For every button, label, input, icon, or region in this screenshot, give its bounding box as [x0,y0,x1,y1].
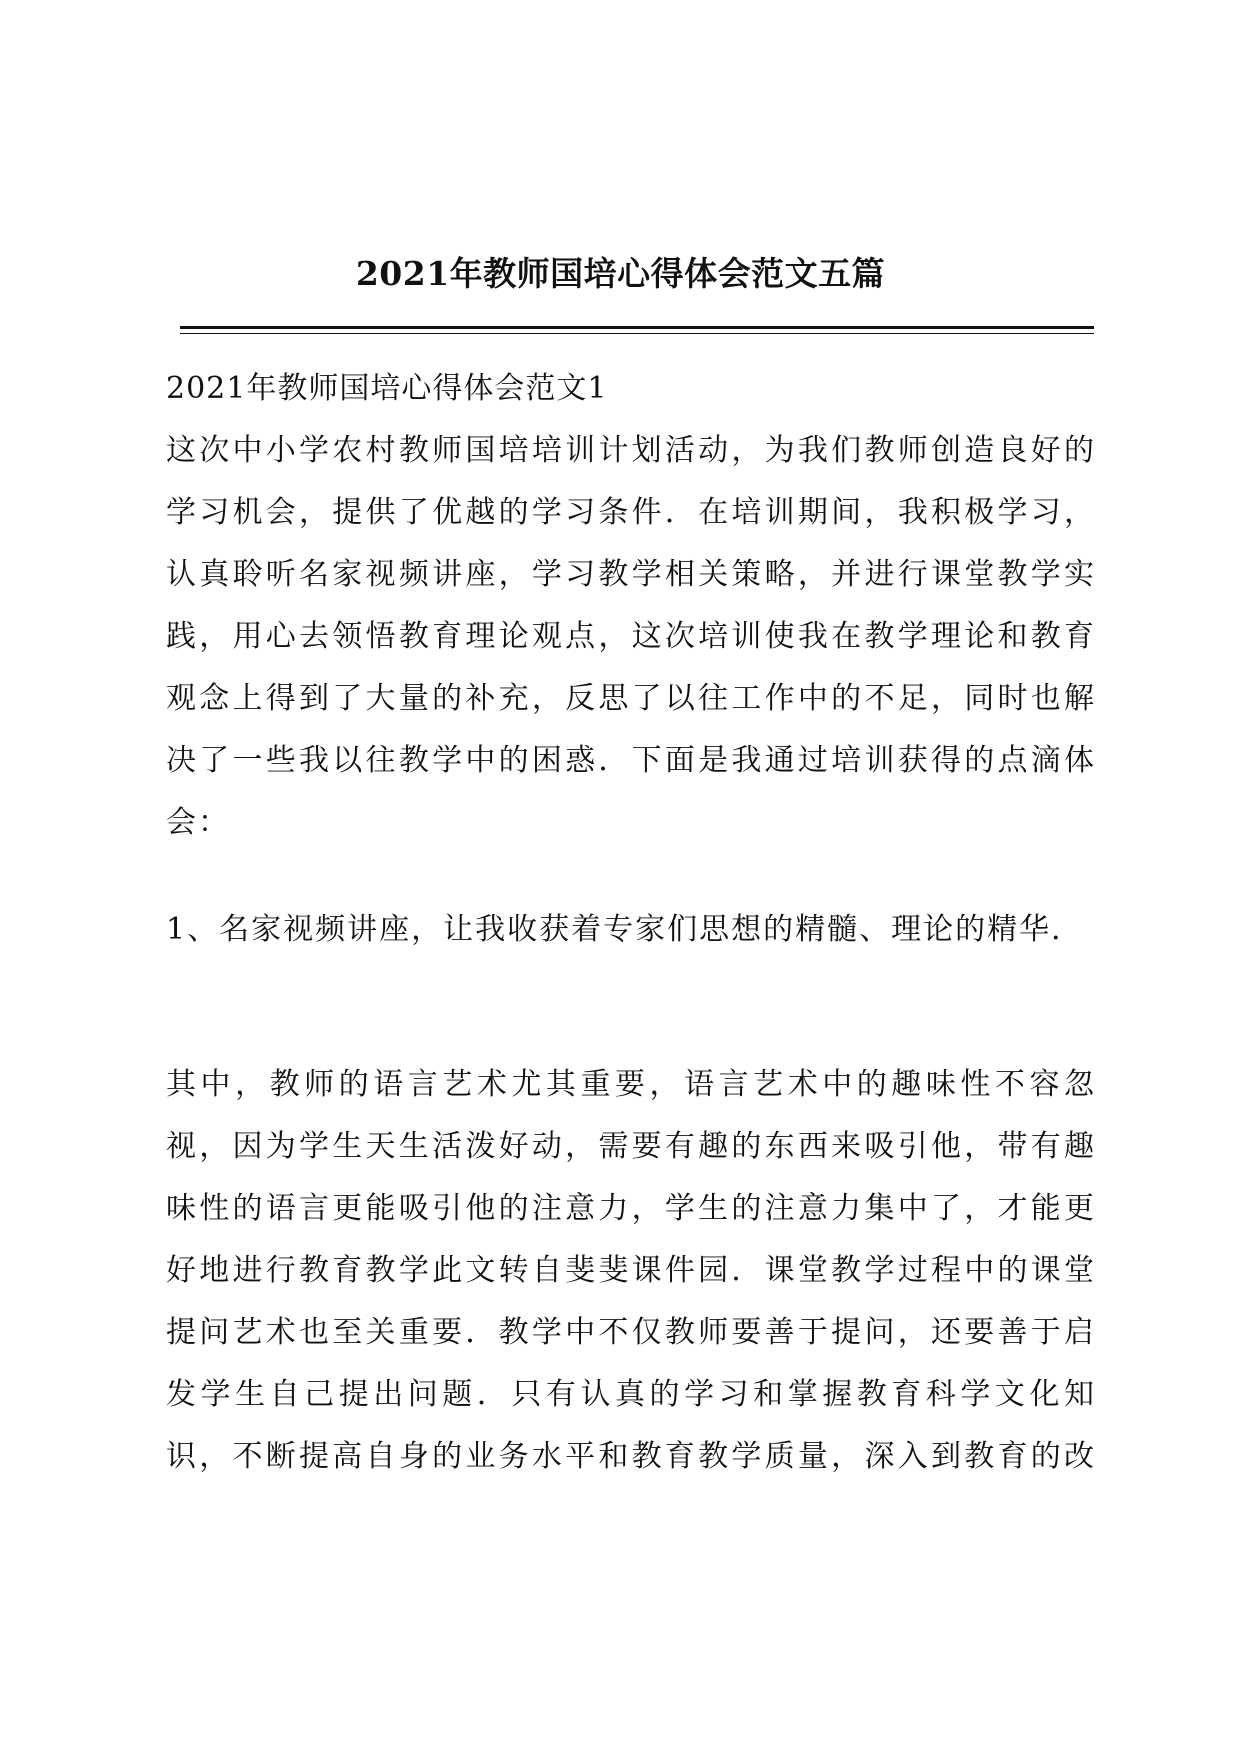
document-title: 2021年教师国培心得体会范文五篇 [355,254,886,293]
section-heading: 2021年教师国培心得体会范文1 [166,371,608,406]
paragraph-line: 这次中小学农村教师国培培训计划活动，为我们教师创造良好的 [166,433,1096,468]
paragraph-line: 其中，教师的语言艺术尤其重要，语言艺术中的趣味性不容忽 [166,1067,1096,1102]
paragraph-line: 学习机会，提供了优越的学习条件．在培训期间，我积极学习， [166,495,1096,530]
paragraph-line: 发学生自己提出问题．只有认真的学习和掌握教育科学文化知 [166,1377,1096,1412]
paragraph-line: 好地进行教育教学此文转自斐斐课件园．课堂教学过程中的课堂 [166,1253,1096,1288]
paragraph-line: 识，不断提高自身的业务水平和教育教学质量，深入到教育的改 [166,1439,1096,1474]
title-divider-thin [180,333,1094,334]
paragraph-1 [166,420,1096,854]
paragraph-line: 观念上得到了大量的补充，反思了以往工作中的不足，同时也解 [166,681,1096,716]
paragraph-line: 决了一些我以往教学中的困惑．下面是我通过培训获得的点滴体 [166,743,1096,778]
paragraph-line: 践，用心去领悟教育理论观点，这次培训使我在教学理论和教育 [166,619,1096,654]
paragraph-line: 提问艺术也至关重要．教学中不仅教师要善于提问，还要善于启 [166,1315,1096,1350]
point-1: 1、名家视频讲座，让我收获着专家们思想的精髓、理论的精华． [166,912,1084,947]
paragraph-line: 味性的语言更能吸引他的注意力，学生的注意力集中了，才能更 [166,1191,1096,1226]
paragraph-line: 认真聆听名家视频讲座，学习教学相关策略，并进行课堂教学实 [166,557,1096,592]
paragraph-line: 视，因为学生天生活泼好动，需要有趣的东西来吸引他，带有趣 [166,1129,1096,1164]
paragraph-2 [166,1054,1096,1488]
paragraph-line: 会： [166,805,230,840]
title-divider-thick [180,326,1094,329]
